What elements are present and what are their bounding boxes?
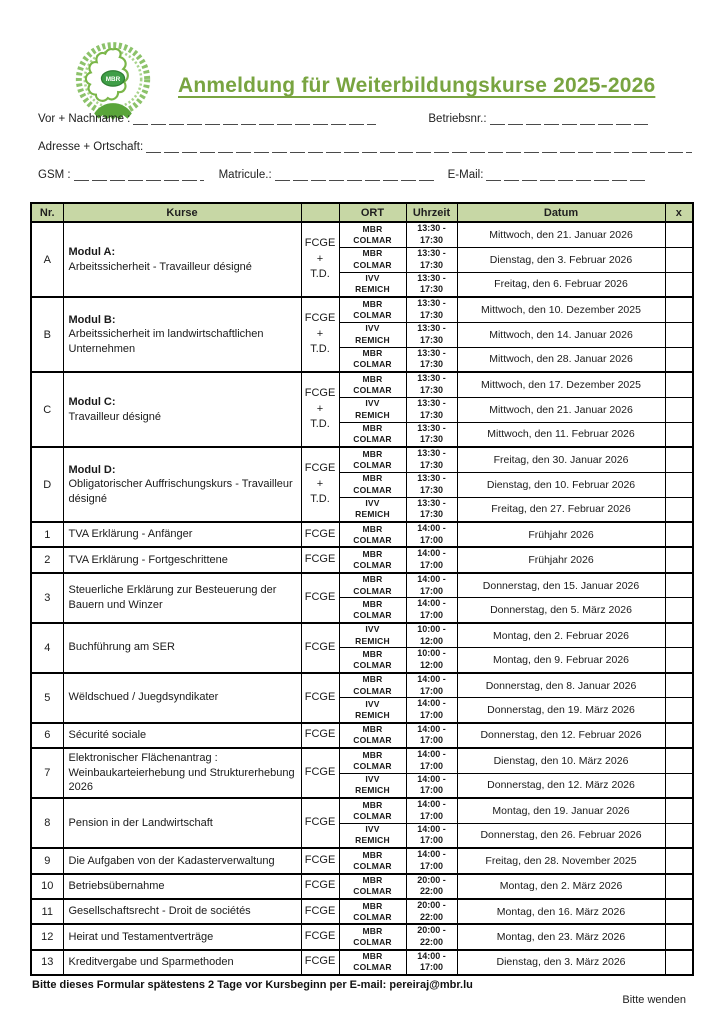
session-row-11-1 bbox=[31, 899, 693, 924]
course-desc: Pension in der Landwirtschaft bbox=[68, 816, 213, 829]
session-date: Freitag, den 27. Februar 2026 bbox=[457, 497, 665, 522]
session-date: Donnerstag, den 8. Januar 2026 bbox=[457, 673, 665, 698]
session-time: 13:30 - 17:30 bbox=[406, 497, 457, 522]
signup-checkbox-cell[interactable] bbox=[665, 899, 693, 924]
session-time: 14:00 - 17:00 bbox=[406, 673, 457, 698]
session-location: MBR COLMAR bbox=[339, 748, 406, 773]
course-nr: 11 bbox=[31, 899, 63, 924]
session-time: 13:30 - 17:30 bbox=[406, 247, 457, 272]
session-time: 13:30 - 17:30 bbox=[406, 447, 457, 472]
signup-checkbox-cell[interactable] bbox=[665, 397, 693, 422]
session-location: MBR COLMAR bbox=[339, 447, 406, 472]
course-organizer: FCGE + T.D. bbox=[301, 372, 339, 447]
session-date: Mittwoch, den 11. Februar 2026 bbox=[457, 422, 665, 447]
mbr-logo bbox=[70, 40, 156, 122]
session-date: Dienstag, den 10. Februar 2026 bbox=[457, 472, 665, 497]
session-date: Mittwoch, den 21. Januar 2026 bbox=[457, 397, 665, 422]
session-time: 14:00 - 17:00 bbox=[406, 798, 457, 823]
course-nr: 13 bbox=[31, 950, 63, 975]
session-time: 14:00 - 17:00 bbox=[406, 748, 457, 773]
session-date: Donnerstag, den 26. Februar 2026 bbox=[457, 823, 665, 848]
session-time: 14:00 - 17:00 bbox=[406, 723, 457, 748]
signup-checkbox-cell[interactable] bbox=[665, 322, 693, 347]
signup-checkbox-cell[interactable] bbox=[665, 247, 693, 272]
course-name bbox=[63, 372, 301, 447]
course-name bbox=[63, 297, 301, 372]
course-organizer: FCGE bbox=[301, 924, 339, 949]
table-header-row bbox=[31, 203, 693, 222]
session-time: 14:00 - 17:00 bbox=[406, 950, 457, 975]
session-location: MBR COLMAR bbox=[339, 723, 406, 748]
gsm-row bbox=[38, 168, 692, 181]
signup-checkbox-cell[interactable] bbox=[665, 924, 693, 949]
courses-table bbox=[30, 202, 694, 976]
session-date: Dienstag, den 10. März 2026 bbox=[457, 748, 665, 773]
course-desc: TVA Erklärung - Anfänger bbox=[68, 528, 193, 541]
session-time: 14:00 - 17:00 bbox=[406, 573, 457, 598]
course-name bbox=[63, 522, 301, 547]
mbr-logo-icon bbox=[70, 40, 156, 122]
course-organizer: FCGE + T.D. bbox=[301, 447, 339, 522]
signup-checkbox-cell[interactable] bbox=[665, 723, 693, 748]
course-desc: Buchführung am SER bbox=[68, 641, 175, 654]
signup-checkbox-cell[interactable] bbox=[665, 522, 693, 547]
session-location: MBR COLMAR bbox=[339, 874, 406, 899]
course-nr: 5 bbox=[31, 673, 63, 723]
adresse-label: Adresse + Ortschaft: bbox=[38, 141, 144, 153]
session-time: 13:30 - 17:30 bbox=[406, 297, 457, 322]
session-location: IVV REMICH bbox=[339, 397, 406, 422]
session-row-C-1 bbox=[31, 372, 693, 397]
course-nr: 4 bbox=[31, 623, 63, 673]
session-time: 20:00 - 22:00 bbox=[406, 899, 457, 924]
session-date: Freitag, den 6. Februar 2026 bbox=[457, 272, 665, 297]
signup-checkbox-cell[interactable] bbox=[665, 698, 693, 723]
signup-checkbox-cell[interactable] bbox=[665, 623, 693, 648]
course-organizer: FCGE bbox=[301, 874, 339, 899]
signup-checkbox-cell[interactable] bbox=[665, 272, 693, 297]
session-date: Montag, den 23. März 2026 bbox=[457, 924, 665, 949]
session-time: 14:00 - 17:00 bbox=[406, 773, 457, 798]
course-name bbox=[63, 723, 301, 748]
course-desc: Arbeitssicherheit - Travailleur désigné bbox=[68, 260, 252, 273]
course-name bbox=[63, 899, 301, 924]
session-row-A-1 bbox=[31, 222, 693, 247]
course-name bbox=[63, 748, 301, 798]
session-location: MBR COLMAR bbox=[339, 798, 406, 823]
course-name bbox=[63, 848, 301, 873]
course-organizer: FCGE bbox=[301, 748, 339, 798]
betriebsnr-field[interactable] bbox=[490, 112, 648, 125]
session-date: Montag, den 2. Februar 2026 bbox=[457, 623, 665, 648]
course-organizer: FCGE bbox=[301, 573, 339, 623]
course-name bbox=[63, 573, 301, 623]
course-desc: Gesellschaftsrecht - Droit de sociétés bbox=[68, 905, 251, 918]
session-time: 13:30 - 17:30 bbox=[406, 422, 457, 447]
session-date: Mittwoch, den 14. Januar 2026 bbox=[457, 322, 665, 347]
course-title: Modul A: bbox=[68, 245, 116, 258]
course-desc: Arbeitssicherheit im landwirtschaftlichen Unternehmen bbox=[68, 328, 264, 355]
session-date: Freitag, den 28. November 2025 bbox=[457, 848, 665, 873]
session-location: IVV REMICH bbox=[339, 773, 406, 798]
course-desc: Kreditvergabe und Sparmethoden bbox=[68, 956, 234, 969]
course-organizer: FCGE + T.D. bbox=[301, 297, 339, 372]
gsm-field[interactable] bbox=[74, 168, 204, 181]
session-time: 13:30 - 17:30 bbox=[406, 347, 457, 372]
session-date: Mittwoch, den 17. Dezember 2025 bbox=[457, 372, 665, 397]
session-time: 13:30 - 17:30 bbox=[406, 222, 457, 247]
course-nr: 2 bbox=[31, 547, 63, 572]
header-ort: ORT bbox=[339, 203, 406, 222]
course-desc: Wëldschued / Juegdsyndikater bbox=[68, 691, 219, 704]
course-organizer: FCGE bbox=[301, 848, 339, 873]
session-date: Montag, den 9. Februar 2026 bbox=[457, 648, 665, 673]
signup-checkbox-cell[interactable] bbox=[665, 874, 693, 899]
course-name bbox=[63, 547, 301, 572]
course-desc: Betriebsübernahme bbox=[68, 879, 165, 892]
session-time: 20:00 - 22:00 bbox=[406, 924, 457, 949]
session-location: MBR COLMAR bbox=[339, 848, 406, 873]
name-row bbox=[38, 112, 692, 125]
gsm-label: GSM : bbox=[38, 169, 71, 181]
course-organizer: FCGE bbox=[301, 798, 339, 848]
course-nr: A bbox=[31, 222, 63, 297]
session-location: MBR COLMAR bbox=[339, 372, 406, 397]
course-organizer: FCGE bbox=[301, 522, 339, 547]
course-nr: 3 bbox=[31, 573, 63, 623]
session-location: IVV REMICH bbox=[339, 322, 406, 347]
session-row-10-1 bbox=[31, 874, 693, 899]
session-time: 14:00 - 17:00 bbox=[406, 698, 457, 723]
page-title: Anmeldung für Weiterbildungskurse 2025-2026 bbox=[178, 74, 656, 97]
session-time: 20:00 - 22:00 bbox=[406, 874, 457, 899]
session-location: MBR COLMAR bbox=[339, 422, 406, 447]
course-desc: TVA Erklärung - Fortgeschrittene bbox=[68, 553, 228, 566]
session-location: IVV REMICH bbox=[339, 272, 406, 297]
logo-text: MBR bbox=[105, 76, 121, 83]
session-location: MBR COLMAR bbox=[339, 598, 406, 623]
course-organizer: FCGE bbox=[301, 950, 339, 975]
session-row-5-1 bbox=[31, 673, 693, 698]
session-date: Montag, den 19. Januar 2026 bbox=[457, 798, 665, 823]
session-row-13-1 bbox=[31, 950, 693, 975]
session-location: MBR COLMAR bbox=[339, 573, 406, 598]
session-date: Mittwoch, den 21. Januar 2026 bbox=[457, 222, 665, 247]
course-title: Modul B: bbox=[68, 313, 116, 326]
course-nr: 6 bbox=[31, 723, 63, 748]
turn-page-note: Bitte wenden bbox=[622, 994, 686, 1006]
course-organizer: FCGE bbox=[301, 547, 339, 572]
course-name bbox=[63, 950, 301, 975]
session-date: Montag, den 2. März 2026 bbox=[457, 874, 665, 899]
session-date: Frühjahr 2026 bbox=[457, 547, 665, 572]
session-row-1-1 bbox=[31, 522, 693, 547]
session-location: MBR COLMAR bbox=[339, 472, 406, 497]
session-time: 13:30 - 17:30 bbox=[406, 272, 457, 297]
course-desc: Obligatorischer Auffrischungskurs - Travailleur désigné bbox=[68, 478, 293, 505]
signup-checkbox-cell[interactable] bbox=[665, 598, 693, 623]
header-nr: Nr. bbox=[31, 203, 63, 222]
course-desc: Steuerliche Erklärung zur Besteuerung der Bauern und Winzer bbox=[68, 584, 277, 611]
course-nr: D bbox=[31, 447, 63, 522]
session-date: Donnerstag, den 15. Januar 2026 bbox=[457, 573, 665, 598]
session-location: MBR COLMAR bbox=[339, 648, 406, 673]
session-date: Donnerstag, den 12. März 2026 bbox=[457, 773, 665, 798]
course-name bbox=[63, 623, 301, 673]
course-name bbox=[63, 798, 301, 848]
course-name bbox=[63, 222, 301, 297]
session-time: 14:00 - 17:00 bbox=[406, 598, 457, 623]
session-location: MBR COLMAR bbox=[339, 673, 406, 698]
course-nr: C bbox=[31, 372, 63, 447]
course-desc: Elektronischer Flächenantrag : Weinbaukarteierhebung und Strukturerhebung 2026 bbox=[68, 752, 295, 794]
session-time: 14:00 - 17:00 bbox=[406, 522, 457, 547]
session-time: 10:00 - 12:00 bbox=[406, 623, 457, 648]
session-date: Frühjahr 2026 bbox=[457, 522, 665, 547]
signup-checkbox-cell[interactable] bbox=[665, 798, 693, 823]
session-date: Montag, den 16. März 2026 bbox=[457, 899, 665, 924]
course-organizer: FCGE bbox=[301, 673, 339, 723]
session-time: 14:00 - 17:00 bbox=[406, 547, 457, 572]
session-date: Dienstag, den 3. März 2026 bbox=[457, 950, 665, 975]
session-location: MBR COLMAR bbox=[339, 247, 406, 272]
course-nr: 8 bbox=[31, 798, 63, 848]
session-date: Donnerstag, den 5. März 2026 bbox=[457, 598, 665, 623]
course-nr: 9 bbox=[31, 848, 63, 873]
course-name bbox=[63, 924, 301, 949]
session-location: IVV REMICH bbox=[339, 497, 406, 522]
signup-checkbox-cell[interactable] bbox=[665, 823, 693, 848]
session-time: 13:30 - 17:30 bbox=[406, 322, 457, 347]
session-time: 13:30 - 17:30 bbox=[406, 372, 457, 397]
session-location: MBR COLMAR bbox=[339, 222, 406, 247]
session-row-4-1 bbox=[31, 623, 693, 648]
session-time: 13:30 - 17:30 bbox=[406, 397, 457, 422]
signup-checkbox-cell[interactable] bbox=[665, 372, 693, 397]
session-time: 10:00 - 12:00 bbox=[406, 648, 457, 673]
course-desc: Sécurité sociale bbox=[68, 729, 147, 742]
signup-checkbox-cell[interactable] bbox=[665, 673, 693, 698]
course-desc: Travailleur désigné bbox=[68, 410, 162, 423]
betriebsnr-label: Betriebsnr.: bbox=[428, 113, 487, 125]
header-org bbox=[301, 203, 339, 222]
session-date: Mittwoch, den 28. Januar 2026 bbox=[457, 347, 665, 372]
course-desc: Die Aufgaben von der Kadasterverwaltung bbox=[68, 854, 275, 867]
session-date: Donnerstag, den 19. März 2026 bbox=[457, 698, 665, 723]
matricule-label: Matricule.: bbox=[218, 169, 272, 181]
submission-note: Bitte dieses Formular spätestens 2 Tage vor Kursbeginn per E-mail: pereiraj@mbr.lu bbox=[32, 979, 473, 991]
email-field[interactable] bbox=[486, 168, 648, 181]
session-row-7-1 bbox=[31, 748, 693, 773]
session-row-6-1 bbox=[31, 723, 693, 748]
course-nr: 7 bbox=[31, 748, 63, 798]
course-nr: 12 bbox=[31, 924, 63, 949]
signup-checkbox-cell[interactable] bbox=[665, 422, 693, 447]
address-row bbox=[38, 140, 692, 153]
name-label: Vor + Nachname : bbox=[38, 113, 131, 125]
header-x: x bbox=[665, 203, 693, 222]
signup-checkbox-cell[interactable] bbox=[665, 848, 693, 873]
signup-checkbox-cell[interactable] bbox=[665, 648, 693, 673]
email-label: E-Mail: bbox=[447, 169, 484, 181]
course-name bbox=[63, 874, 301, 899]
course-nr: 10 bbox=[31, 874, 63, 899]
signup-checkbox-cell[interactable] bbox=[665, 950, 693, 975]
session-row-12-1 bbox=[31, 924, 693, 949]
session-row-D-1 bbox=[31, 447, 693, 472]
course-title: Modul D: bbox=[68, 463, 116, 476]
session-location: MBR COLMAR bbox=[339, 522, 406, 547]
signup-checkbox-cell[interactable] bbox=[665, 573, 693, 598]
matricule-field[interactable] bbox=[275, 168, 435, 181]
signup-checkbox-cell[interactable] bbox=[665, 297, 693, 322]
header-uhrzeit: Uhrzeit bbox=[406, 203, 457, 222]
session-location: IVV REMICH bbox=[339, 823, 406, 848]
session-row-3-1 bbox=[31, 573, 693, 598]
course-title: Modul C: bbox=[68, 395, 116, 408]
signup-checkbox-cell[interactable] bbox=[665, 748, 693, 773]
courses-table-body bbox=[31, 222, 693, 975]
session-time: 14:00 - 17:00 bbox=[406, 848, 457, 873]
session-location: IVV REMICH bbox=[339, 698, 406, 723]
course-nr: 1 bbox=[31, 522, 63, 547]
session-location: MBR COLMAR bbox=[339, 297, 406, 322]
session-location: IVV REMICH bbox=[339, 623, 406, 648]
session-date: Mittwoch, den 10. Dezember 2025 bbox=[457, 297, 665, 322]
session-location: MBR COLMAR bbox=[339, 950, 406, 975]
header-kurse: Kurse bbox=[63, 203, 301, 222]
course-desc: Heirat und Testamentverträge bbox=[68, 930, 214, 943]
name-field[interactable] bbox=[133, 112, 376, 125]
session-location: MBR COLMAR bbox=[339, 547, 406, 572]
session-date: Dienstag, den 3. Februar 2026 bbox=[457, 247, 665, 272]
session-location: MBR COLMAR bbox=[339, 924, 406, 949]
signup-checkbox-cell[interactable] bbox=[665, 497, 693, 522]
session-location: MBR COLMAR bbox=[339, 347, 406, 372]
session-location: MBR COLMAR bbox=[339, 899, 406, 924]
session-row-B-1 bbox=[31, 297, 693, 322]
session-row-9-1 bbox=[31, 848, 693, 873]
signup-checkbox-cell[interactable] bbox=[665, 773, 693, 798]
session-date: Donnerstag, den 12. Februar 2026 bbox=[457, 723, 665, 748]
header-datum: Datum bbox=[457, 203, 665, 222]
session-row-8-1 bbox=[31, 798, 693, 823]
course-organizer: FCGE + T.D. bbox=[301, 222, 339, 297]
session-date: Freitag, den 30. Januar 2026 bbox=[457, 447, 665, 472]
session-row-2-1 bbox=[31, 547, 693, 572]
course-organizer: FCGE bbox=[301, 723, 339, 748]
session-time: 13:30 - 17:30 bbox=[406, 472, 457, 497]
adresse-field[interactable] bbox=[146, 140, 692, 153]
courses-table-wrap bbox=[30, 202, 693, 976]
signup-checkbox-cell[interactable] bbox=[665, 447, 693, 472]
signup-checkbox-cell[interactable] bbox=[665, 472, 693, 497]
course-name bbox=[63, 673, 301, 723]
session-time: 14:00 - 17:00 bbox=[406, 823, 457, 848]
signup-checkbox-cell[interactable] bbox=[665, 547, 693, 572]
course-nr: B bbox=[31, 297, 63, 372]
signup-checkbox-cell[interactable] bbox=[665, 347, 693, 372]
signup-checkbox-cell[interactable] bbox=[665, 222, 693, 247]
course-organizer: FCGE bbox=[301, 623, 339, 673]
course-name bbox=[63, 447, 301, 522]
course-organizer: FCGE bbox=[301, 899, 339, 924]
